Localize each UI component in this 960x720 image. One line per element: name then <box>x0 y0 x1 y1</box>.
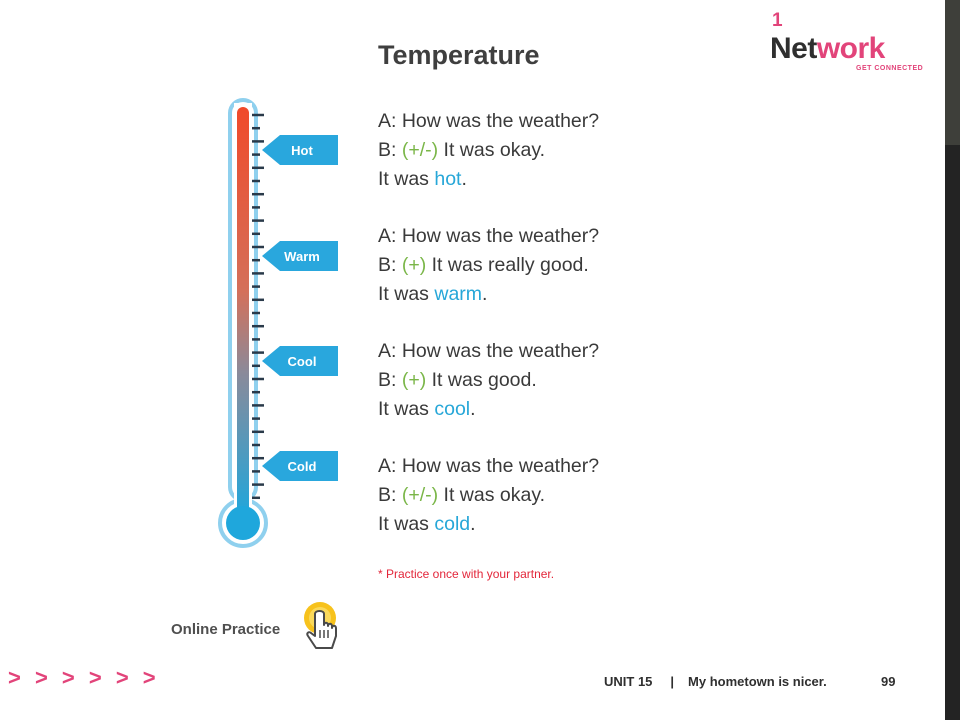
temperature-word: hot <box>434 168 462 190</box>
dialog-block <box>378 222 599 309</box>
online-practice-button[interactable] <box>168 600 358 656</box>
label-warm <box>262 241 338 271</box>
thermometer-liquid <box>237 107 249 517</box>
page-number: 99 <box>881 674 896 689</box>
footer-separator: | <box>670 674 675 689</box>
answer-sign: (+) <box>401 254 427 276</box>
pointer-hand-icon <box>298 600 348 656</box>
question-line: A: How was the weather? <box>378 110 600 132</box>
result-end: . <box>461 168 467 190</box>
dialog-block <box>378 107 599 194</box>
temperature-word: cool <box>434 398 471 420</box>
answer-prefix: B: <box>378 254 402 276</box>
question-line: A: How was the weather? <box>378 340 600 362</box>
result-end: . <box>470 398 476 420</box>
right-edge-bar-top <box>945 0 960 145</box>
question-line: A: How was the weather? <box>378 225 600 247</box>
answer-prefix: B: <box>378 484 402 506</box>
result-line <box>378 280 599 309</box>
result-line <box>378 510 599 539</box>
decorative-arrows: > > > > > > <box>8 665 160 690</box>
label-cold <box>262 451 338 481</box>
answer-prefix: B: <box>378 369 402 391</box>
answer-sign: (+/-) <box>401 139 439 161</box>
network-logo <box>770 10 924 74</box>
thermometer-illustration <box>210 95 350 555</box>
answer-prefix: B: <box>378 139 402 161</box>
result-prefix: It was <box>378 168 435 190</box>
result-line <box>378 165 599 194</box>
logo-number: 1 <box>772 10 783 31</box>
answer-sign: (+/-) <box>401 484 439 506</box>
question-line: A: How was the weather? <box>378 455 600 477</box>
label-hot <box>262 135 338 165</box>
logo-wordmark <box>770 32 885 66</box>
page-title: Temperature <box>378 40 540 70</box>
label-hot-text: Hot <box>291 143 313 158</box>
footer-unit: UNIT 15 <box>604 674 653 689</box>
answer-line <box>378 481 599 510</box>
result-line <box>378 395 599 424</box>
practice-note: * Practice once with your partner. <box>378 567 555 581</box>
result-prefix: It was <box>378 398 435 420</box>
result-prefix: It was <box>378 283 435 305</box>
result-prefix: It was <box>378 513 435 535</box>
dialog-section <box>378 107 599 567</box>
dialog-block <box>378 452 599 539</box>
thermometer-bulb <box>226 506 260 540</box>
logo-work: work <box>816 32 885 65</box>
answer-line <box>378 136 599 165</box>
result-end: . <box>482 283 488 305</box>
answer-text: It was really good. <box>426 254 589 276</box>
answer-text: It was okay. <box>438 484 546 506</box>
footer <box>604 674 896 689</box>
thermometer-svg <box>210 95 350 555</box>
answer-line <box>378 366 599 395</box>
temperature-word: warm <box>434 283 483 305</box>
online-practice-label: Online Practice <box>171 621 281 638</box>
answer-text: It was good. <box>426 369 537 391</box>
answer-text: It was okay. <box>438 139 546 161</box>
footer-subtitle: My hometown is nicer. <box>688 674 827 689</box>
label-warm-text: Warm <box>284 249 320 264</box>
temperature-word: cold <box>434 513 471 535</box>
label-cool <box>262 346 338 376</box>
logo-tagline: GET CONNECTED <box>856 65 924 72</box>
label-cool-text: Cool <box>287 354 317 369</box>
answer-line <box>378 251 599 280</box>
answer-sign: (+) <box>401 369 427 391</box>
dialog-block <box>378 337 599 424</box>
label-cold-text: Cold <box>287 459 317 474</box>
logo-net: Net <box>770 32 817 65</box>
result-end: . <box>470 513 476 535</box>
